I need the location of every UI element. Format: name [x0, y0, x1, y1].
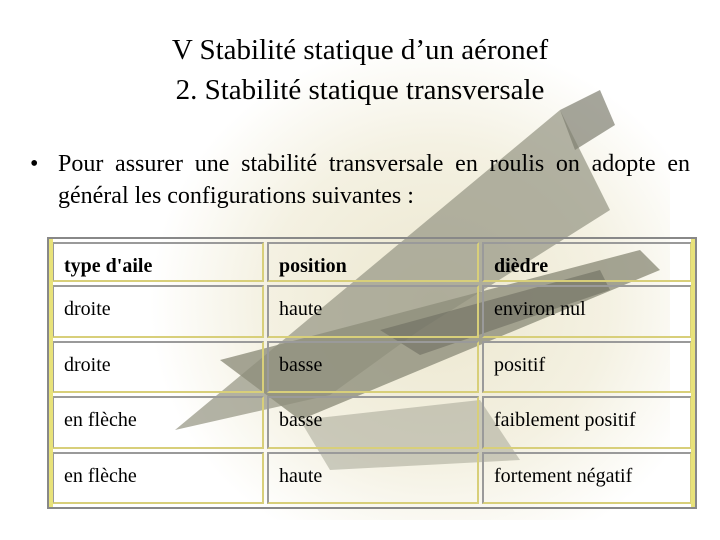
table-row — [52, 452, 692, 505]
cell-wing-type: en flèche — [52, 396, 264, 449]
table-row — [52, 396, 692, 449]
cell-position: haute — [267, 452, 479, 505]
cell-dihedral: fortement négatif — [482, 452, 692, 505]
cell-position: basse — [267, 396, 479, 449]
bullet-text: Pour assurer une stabilité transversale en roulis on adopte en général les configurations suivantes : — [58, 151, 690, 209]
header-wing-type: type d'aile — [52, 242, 264, 282]
table-header-row — [52, 242, 692, 282]
table-row — [52, 285, 692, 338]
cell-wing-type: droite — [52, 341, 264, 394]
cell-wing-type: droite — [52, 285, 264, 338]
header-dihedral: dièdre — [482, 242, 692, 282]
title-line-2: 2. Stabilité statique transversale — [175, 74, 545, 106]
table-edge-left — [49, 239, 53, 507]
table — [49, 239, 695, 507]
cell-wing-type: en flèche — [52, 452, 264, 505]
table-row — [52, 341, 692, 394]
cell-dihedral: environ nul — [482, 285, 692, 338]
cell-position: haute — [267, 285, 479, 338]
configuration-table — [47, 237, 697, 509]
slide-title — [0, 30, 720, 110]
cell-dihedral: faiblement positif — [482, 396, 692, 449]
table-edge-right — [691, 239, 695, 507]
cell-dihedral: positif — [482, 341, 692, 394]
bullet-icon: • — [30, 151, 39, 177]
cell-position: basse — [267, 341, 479, 394]
title-line-1: V Stabilité statique d’un aéronef — [171, 34, 549, 66]
bullet-paragraph — [30, 148, 690, 212]
header-position: position — [267, 242, 479, 282]
